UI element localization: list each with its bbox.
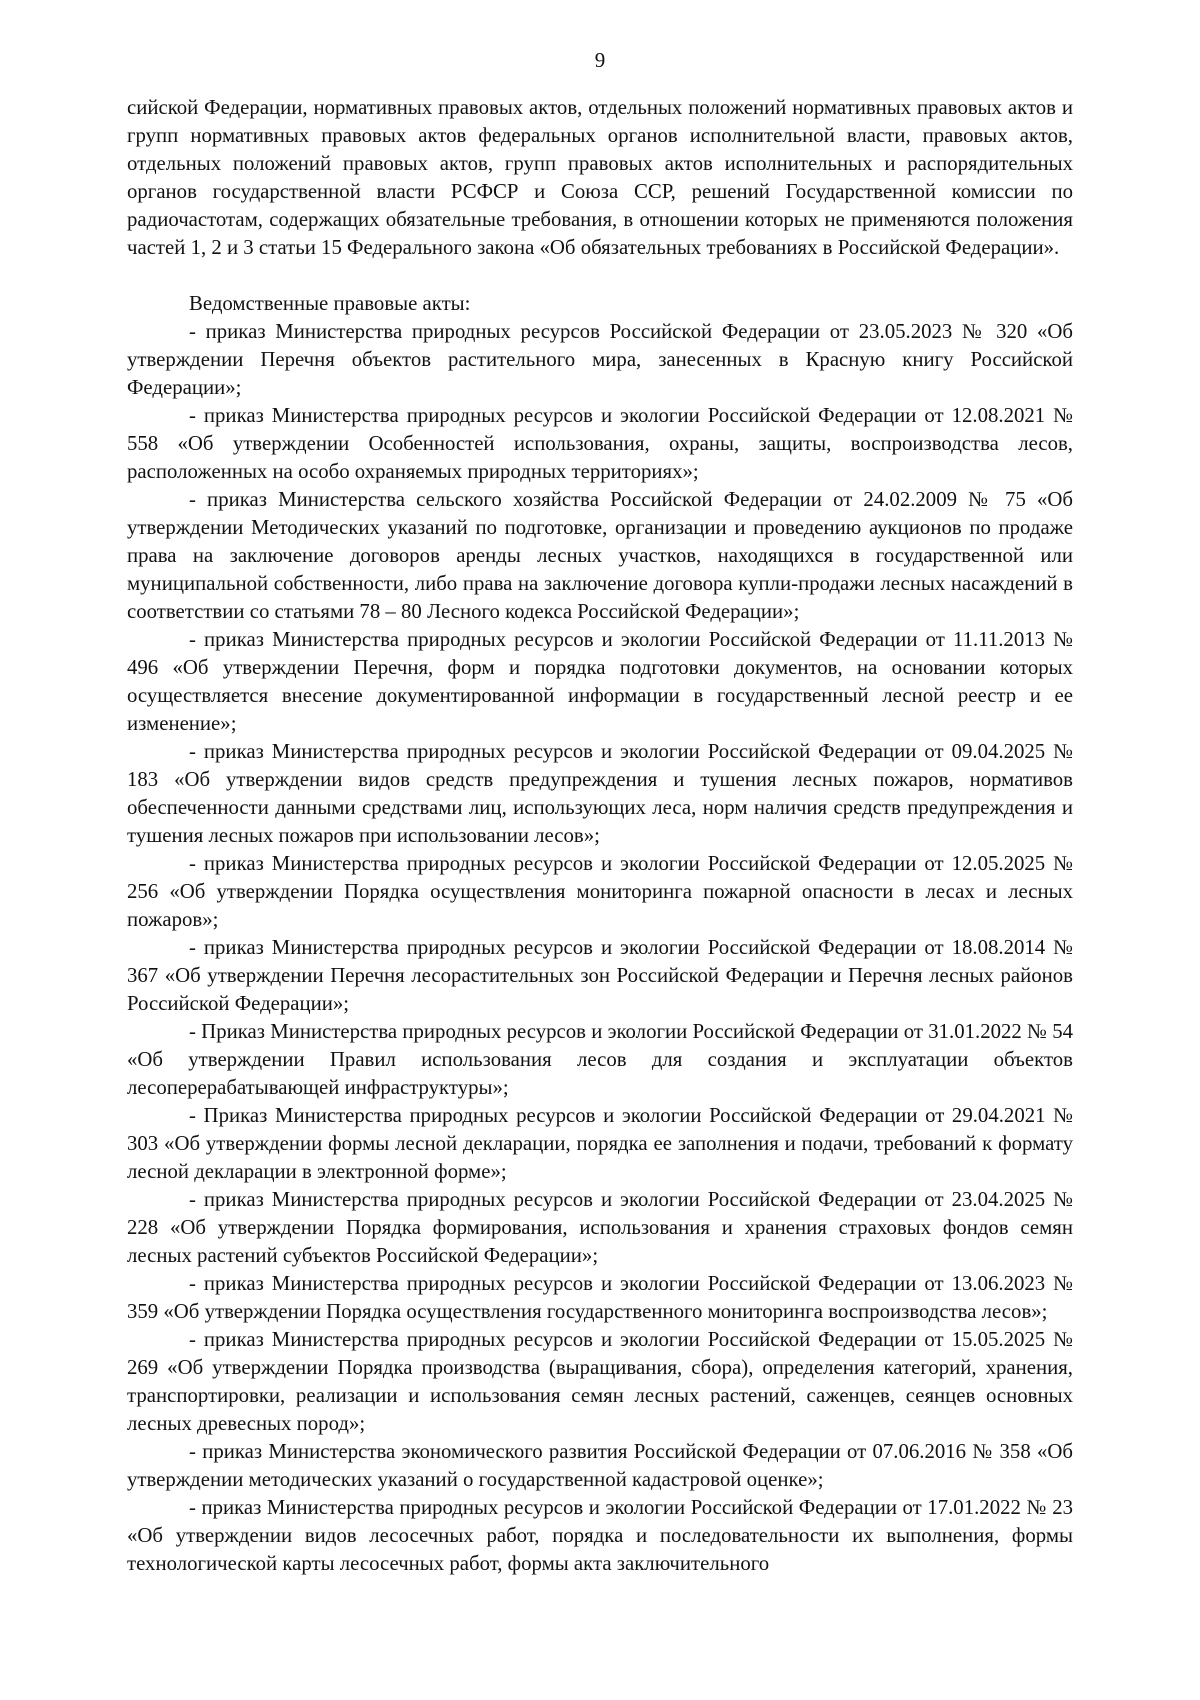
list-item: - Приказ Министерства природных ресурсов и экологии Российской Федерации от 31.01.2022 № 54 «Об утверждении Правил использования лесов для создания и эксплуатации объектов лесоперерабатывающей инфраструктуры»; [127, 1020, 1073, 1099]
list-item: - приказ Министерства сельского хозяйства Российской Федерации от 24.02.2009 № 75 «Об утверждении Методических указаний по подготовке, организации и проведению аукционов по продаже права на заключение договоров аренды лесных участков, находящихся в государственной или муниципальной собственности, либо права на заключение договора купли-продажи лесных насаждений в соответствии со статьями 78 – 80 Лесного кодекса Российской Федерации»; [127, 488, 1073, 623]
list-item: - приказ Министерства природных ресурсов и экологии Российской Федерации от 15.05.2025 № 269 «Об утверждении Порядка производства (выращивания, сбора), определения категорий, хранения, транспортировки, реализации и использования семян лесных растений, саженцев, сеянцев основных лесных древесных пород»; [127, 1328, 1073, 1435]
list-item: - приказ Министерства природных ресурсов и экологии Российской Федерации от 13.06.2023 № 359 «Об утверждении Порядка осуществления государственного мониторинга воспроизводства лесов»; [127, 1272, 1073, 1323]
list-item: - приказ Министерства природных ресурсов и экологии Российской Федерации от 11.11.2013 № 496 «Об утверждении Перечня, форм и порядка подготовки документов, на основании которых осуществляется внесение документированной информации в государственный лесной реестр и ее изменение»; [127, 628, 1073, 735]
acts-list [127, 318, 1073, 1578]
list-item: - приказ Министерства природных ресурсов и экологии Российской Федерации от 17.01.2022 № 23 «Об утверждении видов лесосечных работ, порядка и последовательности их выполнения, формы технологической карты лесосечных работ, формы акта заключительного [127, 1496, 1073, 1575]
list-item: - Приказ Министерства природных ресурсов и экологии Российской Федерации от 29.04.2021 № 303 «Об утверждении формы лесной декларации, порядка ее заполнения и подачи, требований к формату лесной декларации в электронной форме»; [127, 1104, 1073, 1183]
section-heading: Ведомственные правовые акты: [189, 292, 471, 315]
list-item: - приказ Министерства природных ресурсов и экологии Российской Федерации от 12.08.2021 № 558 «Об утверждении Особенностей использования, охраны, защиты, воспроизводства лесов, расположенных на особо охраняемых природных территориях»; [127, 404, 1073, 483]
list-item: - приказ Министерства природных ресурсов Российской Федерации от 23.05.2023 № 320 «Об утверждении Перечня объектов растительного мира, занесенных в Красную книгу Российской Федерации»; [127, 320, 1073, 399]
intro-paragraph: сийской Федерации, нормативных правовых актов, отдельных положений нормативных правовых актов и групп нормативных правовых актов федеральных органов исполнительной власти, правовых актов, отдельных положений правовых актов, групп правовых актов исполнительных и распорядительных органов государственной власти РСФСР и Союза ССР, решений Государственной комиссии по радиочастотам, содержащих обязательные требования, в отношении которых не применяются положения частей 1, 2 и 3 статьи 15 Федерального закона «Об обязательных требованиях в Российской Федерации». [127, 96, 1073, 259]
list-item: - приказ Министерства природных ресурсов и экологии Российской Федерации от 09.04.2025 № 183 «Об утверждении видов средств предупреждения и тушения лесных пожаров, нормативов обеспеченности данными средствами лиц, использующих леса, норм наличия средств предупреждения и тушения лесных пожаров при использовании лесов»; [127, 740, 1073, 847]
list-item: - приказ Министерства природных ресурсов и экологии Российской Федерации от 23.04.2025 № 228 «Об утверждении Порядка формирования, использования и хранения страховых фондов семян лесных растений субъектов Российской Федерации»; [127, 1188, 1073, 1267]
list-item: - приказ Министерства экономического развития Российской Федерации от 07.06.2016 № 358 «Об утверждении методических указаний о государственной кадастровой оценке»; [127, 1440, 1073, 1491]
list-item: - приказ Министерства природных ресурсов и экологии Российской Федерации от 12.05.2025 № 256 «Об утверждении Порядка осуществления мониторинга пожарной опасности в лесах и лесных пожаров»; [127, 852, 1073, 931]
page-number: 9 [594, 48, 606, 72]
document-body [127, 94, 1073, 1578]
list-item: - приказ Министерства природных ресурсов и экологии Российской Федерации от 18.08.2014 № 367 «Об утверждении Перечня лесорастительных зон Российской Федерации и Перечня лесных районов Российской Федерации»; [127, 936, 1073, 1015]
